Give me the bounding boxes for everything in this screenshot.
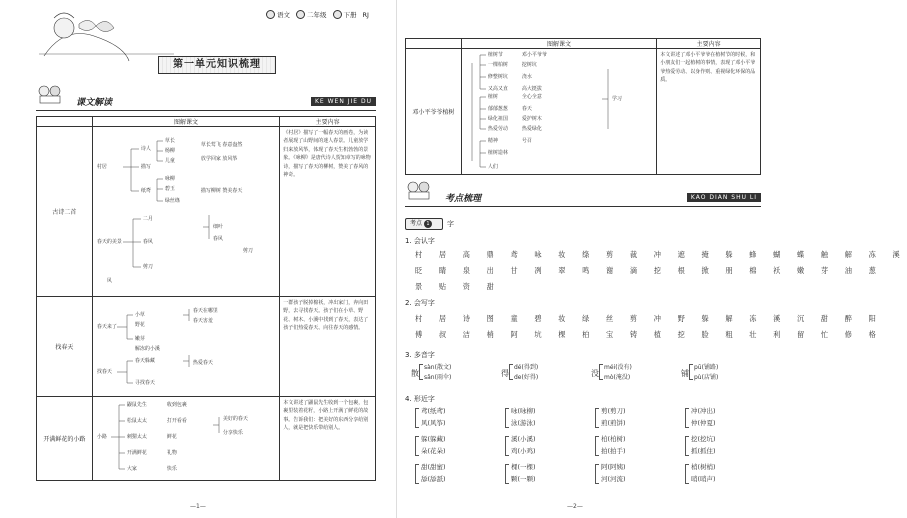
subject-tag: 语文 — [266, 10, 290, 19]
test-point-badge: 考点 1 — [405, 218, 443, 230]
header-diagram: 图解课文 — [92, 117, 279, 127]
section-divider — [36, 110, 376, 111]
page-2 — [397, 0, 907, 518]
section-pinyin: KAO DIAN SHU LI — [687, 193, 761, 202]
content-poems: 《村居》描写了一幅春天的画卷，为读者展现了山野间的迷人春景。儿童放学归来放风筝，体现了春天生机勃勃的景象。《咏柳》是唐代诗人贺知章写的咏物诗，描写了春天的柳树，赞美了春风的神奇。 — [280, 127, 376, 297]
mind-map-lines — [93, 127, 281, 297]
mind-map-planting: 植树节 邓小平爷爷 一棵柏树 挖树坑 修整树坑 浇水 又高又直 高大挺拔 植树 全心全意 郁郁葱葱 春天 绿化祖国 爱护树木 热爱劳动 热爱绿化 精神 号召 植树造林 人们 学习 — [461, 49, 656, 175]
section-pinyin: KE WEN JIE DU — [311, 97, 376, 106]
badge-number: 1 — [424, 220, 432, 228]
section-header — [36, 94, 376, 108]
volume-tag: 下册 — [333, 10, 357, 19]
header-diagram: 图解课文 — [461, 39, 656, 49]
mind-map-lines — [93, 297, 281, 397]
page-number: —2— — [567, 503, 583, 510]
badge-topic: 字 — [447, 220, 454, 228]
lesson-name: 开满鲜花的小路 — [37, 397, 93, 481]
header-content: 主要内容 — [657, 39, 761, 49]
section-divider — [405, 206, 761, 207]
shape-pair: 躲(躲藏) 朵(花朵) — [415, 434, 495, 460]
shape-pair: 挖(挖坑) 抓(抓住) — [685, 434, 765, 460]
shape-pair: 鸢(纸鸢) 风(风筝) — [415, 406, 495, 432]
mind-map-flower-road: 鼹鼠先生 收到包裹 松鼠太太 打开看看 刺猬太太 小路 鲜花 开满鲜花 美好的春天 大家 快乐 分享快乐 礼物 — [92, 397, 279, 481]
header-content: 主要内容 — [280, 117, 376, 127]
section-title: 课文解读 — [76, 97, 113, 108]
question-4: 4. 形近字 — [405, 395, 435, 403]
shape-pair: 阿(阿姨) 河(河流) — [595, 462, 675, 488]
shape-pair: 溪(小溪) 鸡(小鸡) — [505, 434, 585, 460]
char-line: 村 居 诗 图 童 碧 妆 绿 丝 剪 冲 野 躲 解 冻 溪 沉 甜 醉 阳 — [415, 314, 883, 323]
polyphone: 铺 pū(铺路) pù(店铺) — [681, 364, 719, 381]
content-flower-road: 本文讲述了鼹鼠先生收到一个包裹，包裹里装着花籽，小路上开满了鲜花的故事。告诉我们：把美好的东西分享给别人，就是把快乐带给别人。 — [280, 397, 376, 481]
question-3: 3. 多音字 — [405, 351, 435, 359]
section-title: 考点梳理 — [445, 193, 482, 204]
content-spring: 一群孩子脱掉棉袄，冲出家门，奔向田野，去寻找春天。孩子们在小草、野花、树木、小溪中找到了春天，表达了孩子们热爱春天、向往春天的感情。 — [280, 297, 376, 397]
question-1: 1. 会认字 — [405, 237, 435, 245]
butterfly-girl-illustration — [34, 6, 134, 64]
mind-map-poems: 村居 诗人 描写 草长 杨柳 儿童 纸鸢 咏柳 碧玉 绿丝绦 草长莺飞 春意盎然 放学回家 放风筝 描写柳树 赞美春天 春天的美景 二月 春风 剪刀 细叶 春风 剪刀 风 — [92, 127, 279, 297]
shape-pair: 棵(一棵) 颗(一颗) — [505, 462, 585, 488]
grade-tags — [266, 10, 369, 19]
char-line: 眨 睛 泉 出 甘 冽 翠 鸣 谢 滴 挖 根 掀 朋 棉 袄 嫩 芽 油 葱 — [415, 266, 883, 275]
knowledge-table-continued — [405, 38, 761, 175]
lesson-name: 找春天 — [37, 297, 93, 397]
shape-pair: 剪(剪刀) 煎(煎饼) — [595, 406, 675, 432]
question-2: 2. 会写字 — [405, 299, 435, 307]
polyphone: 没 méi(没有) mò(淹没) — [591, 364, 632, 381]
polyphone: 散 sàn(散文) sǎn(雨伞) — [411, 364, 452, 381]
knowledge-table — [36, 116, 376, 481]
grade-tag: 二年级 — [296, 10, 327, 19]
shape-pair: 柏(柏树) 拍(拍手) — [595, 434, 675, 460]
shape-pair: 冲(冲出) 仲(仲夏) — [685, 406, 765, 432]
char-line: 村 居 高 鼎 鸢 咏 妆 绦 剪 裁 冲 遮 掩 躲 蜂 蝴 蝶 触 解 冻 溪 — [415, 250, 907, 259]
shape-pair: 梢(树梢) 哨(哨声) — [685, 462, 765, 488]
circle-icon — [333, 10, 342, 19]
lesson-name: 古诗二首 — [37, 127, 93, 297]
circle-icon — [266, 10, 275, 19]
page-number: —1— — [190, 503, 206, 510]
shape-pair: 甜(甜蜜) 舔(舔舐) — [415, 462, 495, 488]
char-line: 景 贴 资 甜 — [415, 282, 502, 291]
polyphone: 得 dé(得到) de(好得) — [501, 364, 539, 381]
section-header — [405, 190, 761, 204]
content-planting: 本文讲述了邓小平爷爷在植树节的时候，和小朋友们一起植树的事情，表现了邓小平爷爷热爱劳动、以身作则、重视绿化环保的品质。 — [657, 49, 761, 175]
edition-tag: RJ — [362, 10, 369, 19]
page-1 — [0, 0, 397, 518]
unit-title: 第一单元知识梳理 — [158, 56, 276, 74]
lesson-name: 邓小平爷爷植树 — [406, 49, 462, 175]
shape-pair: 咏(咏柳) 泳(游泳) — [505, 406, 585, 432]
mind-map-lines — [93, 397, 281, 481]
circle-icon — [296, 10, 305, 19]
char-line: 傅 叔 洁 梢 阿 坑 棵 柏 宝 铸 植 挖 脸 粗 壮 利 留 忙 修 格 — [415, 330, 883, 339]
mind-map-spring: 小草 野花 嫩芽 春天来了 解冻的小溪 春天在哪里 春天害羞 春天躲藏 找春天 寻找春天 热爱春天 — [92, 297, 279, 397]
